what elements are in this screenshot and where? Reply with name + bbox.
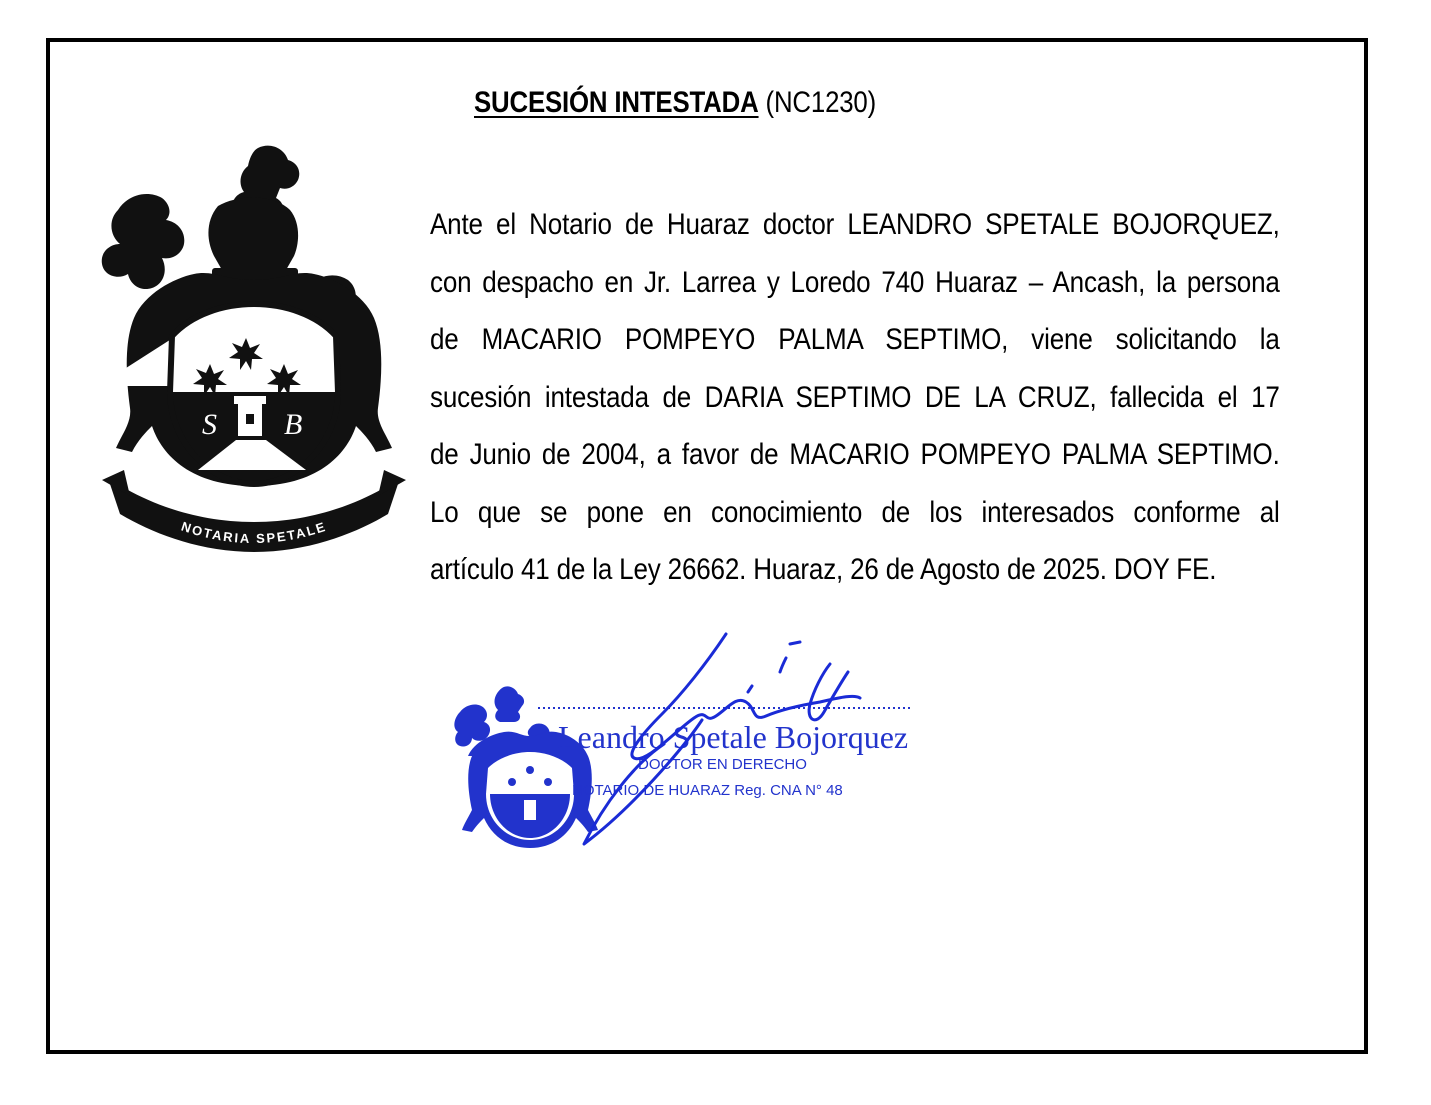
- document-body: [430, 196, 1280, 599]
- title-code: (NC1230): [758, 86, 877, 119]
- stamp-degree: DOCTOR EN DERECHO: [638, 756, 807, 773]
- crest-initial-right: B: [284, 408, 303, 441]
- stamp-office: NOTARIO DE HUARAZ Reg. CNA N° 48: [572, 782, 843, 799]
- crest-initial-left: S: [202, 408, 217, 441]
- body-line: artículo 41 de la Ley 26662. Huaraz, 26 de Agosto de 2025. DOY FE.: [430, 553, 1217, 586]
- stamp-name: Leandro Spetale Bojorquez: [558, 719, 909, 755]
- notary-crest-logo: [98, 140, 410, 570]
- body-line: Ante el Notario de Huaraz doctor LEANDRO SPETALE BOJORQUEZ,: [430, 208, 1280, 241]
- body-line: de Junio de 2004, a favor de MACARIO POMPEYO PALMA SEPTIMO.: [430, 438, 1280, 471]
- title-main: SUCESIÓN INTESTADA: [474, 86, 759, 119]
- body-line: con despacho en Jr. Larrea y Loredo 740 Huaraz – Ancash, la persona: [430, 265, 1280, 299]
- document-title: [474, 86, 876, 120]
- body-line: de MACARIO POMPEYO PALMA SEPTIMO, viene solicitando la: [430, 323, 1280, 356]
- crest-ribbon-text: NOTARIA SPETALE: [179, 518, 329, 547]
- notary-stamp: [450, 628, 930, 853]
- body-line: Lo que se pone en conocimiento de los interesados conforme al: [430, 495, 1280, 529]
- body-line: sucesión intestada de DARIA SEPTIMO DE LA CRUZ, fallecida el 17: [430, 380, 1280, 414]
